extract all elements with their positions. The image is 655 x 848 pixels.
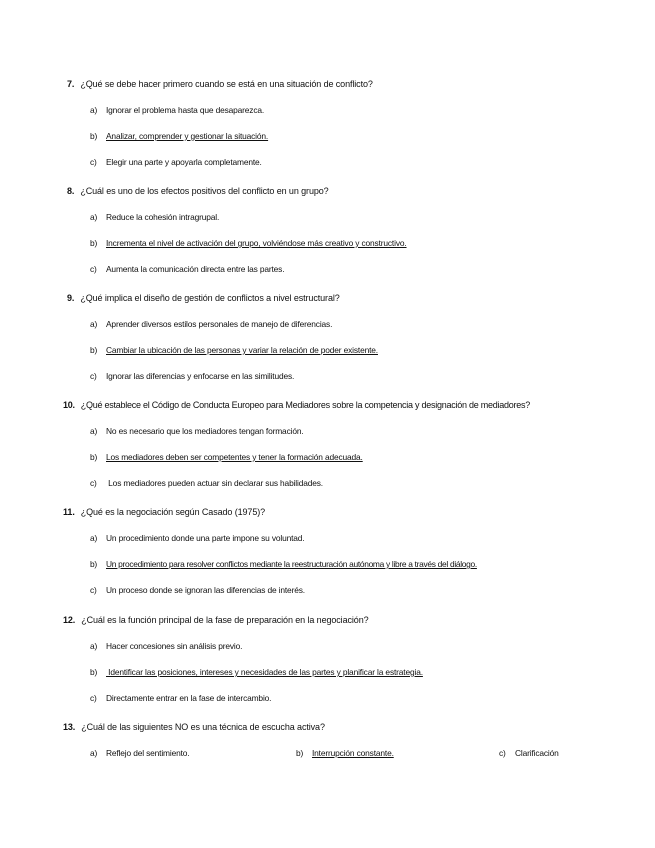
correct-answer-text: Cambiar la ubicación de las personas y variar la relación de poder existente.	[106, 345, 378, 355]
option-13c	[499, 748, 559, 758]
option-letter: c)	[499, 748, 506, 758]
option-text: Reflejo del sentimiento.	[106, 748, 190, 758]
option-letter: c)	[90, 693, 97, 703]
option-7c	[90, 157, 262, 167]
option-letter: b)	[296, 748, 304, 758]
correct-answer-text: Incrementa el nivel de activación del grupo, volviéndose más creativo y constructivo.	[106, 238, 407, 248]
option-text: Reduce la cohesión intragrupal.	[106, 212, 220, 222]
question-number: 12.	[63, 615, 76, 625]
question-8	[67, 186, 329, 196]
option-letter: b)	[90, 131, 98, 141]
option-letter: c)	[90, 478, 97, 488]
option-letter: c)	[90, 157, 97, 167]
correct-answer-text: Identificar las posiciones, intereses y necesidades de las partes y planificar la estrategia.	[106, 667, 423, 677]
option-letter: a)	[90, 641, 98, 651]
option-text: Ignorar las diferencias y enfocarse en las similitudes.	[106, 371, 295, 381]
question-13	[63, 722, 325, 732]
option-text: Aumenta la comunicación directa entre las partes.	[106, 264, 285, 274]
correct-answer-text: Un procedimiento para resolver conflictos mediante la reestructuración autónoma y libre a través del diálogo.	[106, 559, 477, 569]
option-text: Hacer concesiones sin análisis previo.	[106, 641, 243, 651]
question-12	[63, 615, 369, 625]
question-number: 7.	[67, 79, 75, 89]
option-letter: b)	[90, 452, 98, 462]
question-text: ¿Qué establece el Código de Conducta Europeo para Mediadores sobre la competencia y designación de mediadores?	[80, 400, 531, 410]
option-9b	[90, 345, 378, 355]
option-7a	[90, 105, 264, 115]
question-7	[67, 79, 373, 89]
option-8c	[90, 264, 284, 274]
option-13a	[90, 748, 189, 758]
question-text: ¿Cuál es la función principal de la fase de preparación en la negociación?	[81, 615, 369, 625]
option-letter: a)	[90, 105, 98, 115]
option-letter: a)	[90, 533, 98, 543]
option-text: Elegir una parte y apoyarla completamente.	[106, 157, 262, 167]
correct-answer-text: Analizar, comprender y gestionar la situación.	[106, 131, 269, 141]
correct-answer-text: Los mediadores deben ser competentes y tener la formación adecuada.	[106, 452, 363, 462]
option-text: Un procedimiento donde una parte impone su voluntad.	[106, 533, 305, 543]
option-letter: a)	[90, 748, 98, 758]
option-text: Clarificación	[515, 748, 559, 758]
option-text: Los mediadores pueden actuar sin declarar sus habilidades.	[106, 478, 323, 488]
question-text: ¿Qué implica el diseño de gestión de conflictos a nivel estructural?	[80, 293, 340, 303]
question-text: ¿Qué se debe hacer primero cuando se está en una situación de conflicto?	[80, 79, 373, 89]
question-text: ¿Qué es la negociación según Casado (1975)?	[80, 507, 266, 517]
option-7b	[90, 131, 268, 141]
question-text: ¿Cuál es uno de los efectos positivos del conflicto en un grupo?	[80, 186, 329, 196]
option-letter: c)	[90, 371, 97, 381]
option-10a	[90, 426, 304, 436]
question-number: 9.	[67, 293, 75, 303]
question-number: 13.	[63, 722, 76, 732]
option-text: Directamente entrar en la fase de intercambio.	[106, 693, 272, 703]
option-text: Ignorar el problema hasta que desaparezca.	[106, 105, 265, 115]
option-10c	[90, 478, 323, 488]
option-12b	[90, 667, 423, 677]
option-11b	[90, 559, 477, 569]
option-letter: b)	[90, 238, 98, 248]
question-number: 11.	[63, 507, 75, 517]
question-text: ¿Cuál de las siguientes NO es una técnica de escucha activa?	[81, 722, 325, 732]
option-13b	[296, 748, 394, 758]
option-11a	[90, 533, 304, 543]
option-8b	[90, 238, 407, 248]
question-number: 10.	[63, 400, 75, 410]
option-text: Aprender diversos estilos personales de manejo de diferencias.	[106, 319, 333, 329]
option-letter: b)	[90, 667, 98, 677]
correct-answer-text: Interrupción constante.	[312, 748, 394, 758]
option-10b	[90, 452, 363, 462]
option-text: Un proceso donde se ignoran las diferencias de interés.	[106, 585, 305, 595]
option-12c	[90, 693, 271, 703]
option-letter: b)	[90, 345, 98, 355]
option-letter: b)	[90, 559, 97, 569]
option-letter: a)	[90, 212, 98, 222]
option-letter: a)	[90, 426, 98, 436]
question-11	[63, 507, 265, 517]
option-9c	[90, 371, 294, 381]
option-letter: c)	[90, 264, 97, 274]
option-12a	[90, 641, 242, 651]
option-9a	[90, 319, 332, 329]
option-letter: a)	[90, 319, 98, 329]
option-8a	[90, 212, 219, 222]
question-9	[67, 293, 340, 303]
option-text: No es necesario que los mediadores tengan formación.	[106, 426, 304, 436]
question-number: 8.	[67, 186, 75, 196]
question-10	[63, 400, 530, 410]
option-11c	[90, 585, 305, 595]
option-letter: c)	[90, 585, 97, 595]
